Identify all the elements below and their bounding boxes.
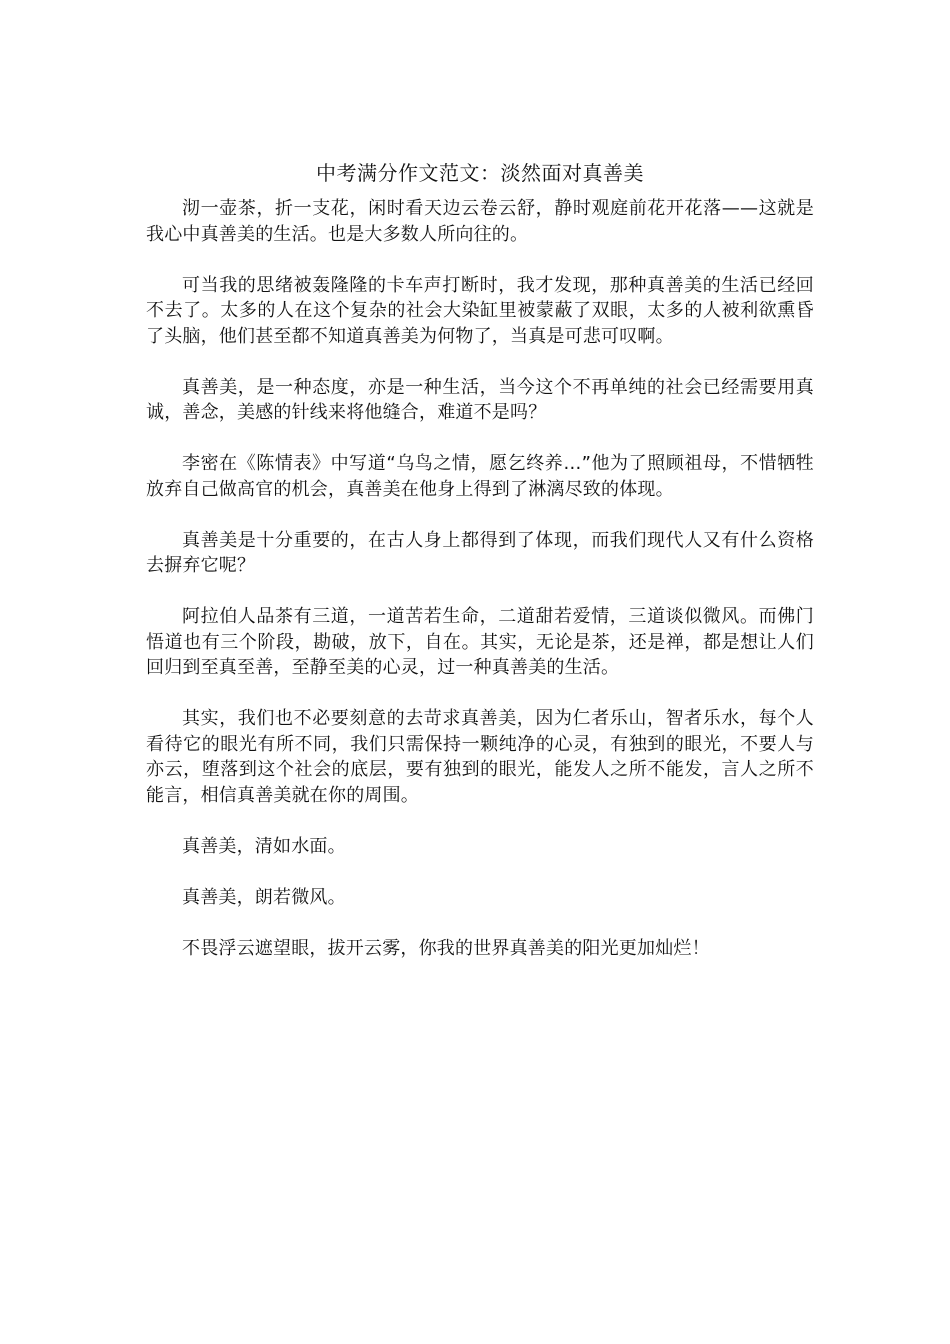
paragraph-5: 真善美是十分重要的，在古人身上都得到了体现，而我们现代人又有什么资格去摒弃它呢？ bbox=[146, 529, 814, 576]
paragraph-6: 阿拉伯人品茶有三道，一道苦若生命，二道甜若爱情，三道谈似微风。而佛门悟道也有三个阶段，勘破，放下，自在。其实，无论是茶，还是禅，都是想让人们回归到至真至善，至静至美的心灵，过一种真善美的生活。 bbox=[146, 606, 814, 678]
paragraph-4: 李密在《陈情表》中写道“乌鸟之情，愿乞终养…”他为了照顾祖母，不惜牺牲放弃自己做高官的机会，真善美在他身上得到了淋漓尽致的体现。 bbox=[146, 453, 814, 500]
paragraph-7: 其实，我们也不必要刻意的去苛求真善美，因为仁者乐山，智者乐水，每个人看待它的眼光有所不同，我们只需保持一颗纯净的心灵，有独到的眼光，不要人与亦云，堕落到这个社会的底层，要有独到的眼光，能发人之所不能发，言人之所不能言，相信真善美就在你的周围。 bbox=[146, 708, 814, 806]
paragraph-10: 不畏浮云遮望眼，拔开云雾，你我的世界真善美的阳光更加灿烂！ bbox=[182, 937, 710, 959]
paragraph-8: 真善美，清如水面。 bbox=[182, 835, 346, 857]
paragraph-2: 可当我的思绪被轰隆隆的卡车声打断时，我才发现，那种真善美的生活已经回不去了。太多的人在这个复杂的社会大染缸里被蒙蔽了双眼，太多的人被利欲熏昏了头脑，他们甚至都不知道真善美为何物了，当真是可悲可叹啊。 bbox=[146, 274, 814, 347]
paragraph-3: 真善美，是一种态度，亦是一种生活，当今这个不再单纯的社会已经需要用真诚，善念，美感的针线来将他缝合，难道不是吗？ bbox=[146, 376, 814, 423]
essay-title: 中考满分作文范文：淡然面对真善美 bbox=[316, 161, 644, 185]
paragraph-9: 真善美，朗若微风。 bbox=[182, 886, 346, 908]
essay-body bbox=[146, 158, 814, 961]
paragraph-1: 沏一壶茶，折一支花，闲时看天边云卷云舒，静时观庭前花开花落——这就是我心中真善美的生活。也是大多数人所向往的。 bbox=[146, 198, 814, 245]
